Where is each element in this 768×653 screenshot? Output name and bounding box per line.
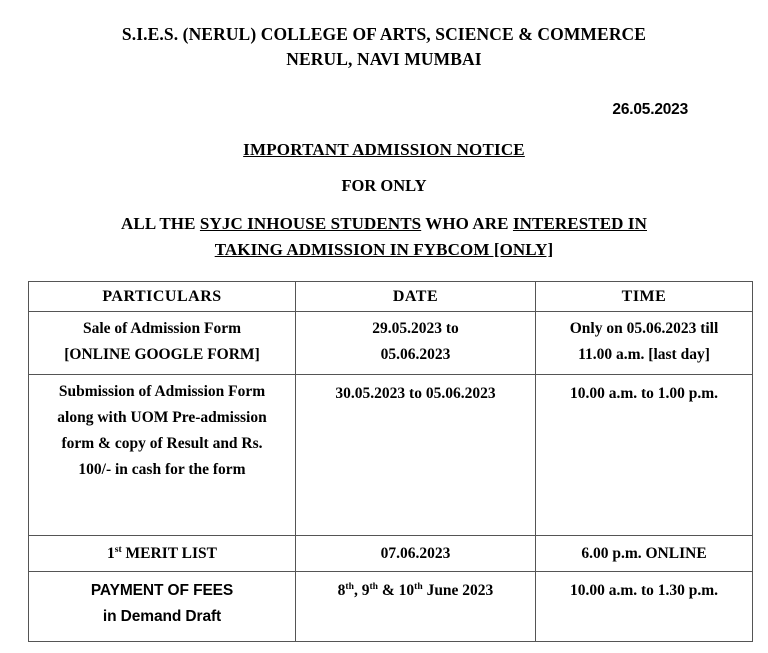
particulars-line-4: 100/- in cash for the form xyxy=(78,461,246,478)
audience-statement xyxy=(0,211,768,263)
time-value: 6.00 p.m. ONLINE xyxy=(581,544,707,562)
table-row xyxy=(29,312,753,375)
date-value: 07.06.2023 xyxy=(380,544,451,562)
cell-date-sale xyxy=(296,312,536,375)
notice-title-text: IMPORTANT ADMISSION NOTICE xyxy=(243,140,525,159)
cell-time-sale xyxy=(536,312,753,375)
cell-date-merit-list xyxy=(296,536,536,572)
cell-time-submission xyxy=(536,375,753,536)
cell-particulars-submission xyxy=(29,375,296,536)
audience-underline-b: INTERESTED IN xyxy=(512,214,647,233)
table-row xyxy=(29,375,753,536)
particulars-line-1: PAYMENT OF FEES xyxy=(90,582,234,599)
merit-list-ordinal-suffix: st xyxy=(114,543,122,555)
particulars-line-2: along with UOM Pre-admission xyxy=(57,409,267,426)
table-row xyxy=(29,536,753,572)
date-day-1: 8 xyxy=(337,582,346,599)
cell-particulars-sale xyxy=(29,312,296,375)
audience-plain-a: ALL THE xyxy=(121,214,200,233)
table-header-row xyxy=(29,282,753,312)
particulars-line-2: [ONLINE GOOGLE FORM] xyxy=(64,346,260,363)
cell-particulars-payment xyxy=(29,572,296,642)
table-row xyxy=(29,572,753,642)
date-value: 30.05.2023 to 05.06.2023 xyxy=(335,385,496,402)
time-line-2: 11.00 a.m. [last day] xyxy=(578,346,710,363)
merit-list-label: MERIT LIST xyxy=(121,544,218,562)
column-header-time: TIME xyxy=(536,282,753,312)
time-line-1: Only on 05.06.2023 till xyxy=(569,320,719,337)
time-value: 10.00 a.m. to 1.30 p.m. xyxy=(569,582,719,599)
college-header xyxy=(0,0,768,72)
notice-date: 26.05.2023 xyxy=(612,101,688,118)
column-header-particulars: PARTICULARS xyxy=(29,282,296,312)
audience-underline-a: SYJC INHOUSE STUDENTS xyxy=(199,214,422,233)
date-day-1-ordinal: th xyxy=(345,580,354,592)
particulars-line-3: form & copy of Result and Rs. xyxy=(61,435,263,452)
cell-time-merit-list xyxy=(536,536,753,572)
particulars-line-1: Sale of Admission Form xyxy=(82,320,242,337)
date-day-3: & 10 xyxy=(377,582,415,599)
cell-particulars-merit-list xyxy=(29,536,296,572)
audience-underline-line2: TAKING ADMISSION IN FYBCOM [ONLY] xyxy=(214,240,554,259)
college-name-line2: NERUL, NAVI MUMBAI xyxy=(286,49,482,69)
merit-list-prefix: 1 xyxy=(106,544,115,562)
notice-title xyxy=(0,140,768,160)
cell-date-submission xyxy=(296,375,536,536)
date-month-year: June 2023 xyxy=(422,582,494,599)
date-day-2-ordinal: th xyxy=(369,580,378,592)
for-only-label: FOR ONLY xyxy=(341,176,427,195)
column-header-date: DATE xyxy=(296,282,536,312)
date-line-1: 29.05.2023 to xyxy=(372,320,459,337)
cell-time-payment xyxy=(536,572,753,642)
particulars-line-1: Submission of Admission Form xyxy=(58,383,266,400)
particulars-line-2: in Demand Draft xyxy=(102,608,222,625)
date-line-2: 05.06.2023 xyxy=(380,346,451,363)
admission-schedule-table xyxy=(28,281,753,642)
cell-date-payment xyxy=(296,572,536,642)
date-day-3-ordinal: th xyxy=(414,580,423,592)
audience-plain-b: WHO ARE xyxy=(421,214,513,233)
date-day-2: , 9 xyxy=(353,582,370,599)
college-name-line1: S.I.E.S. (NERUL) COLLEGE OF ARTS, SCIENCE & COMMERCE xyxy=(121,24,647,44)
time-value: 10.00 a.m. to 1.00 p.m. xyxy=(569,385,719,402)
